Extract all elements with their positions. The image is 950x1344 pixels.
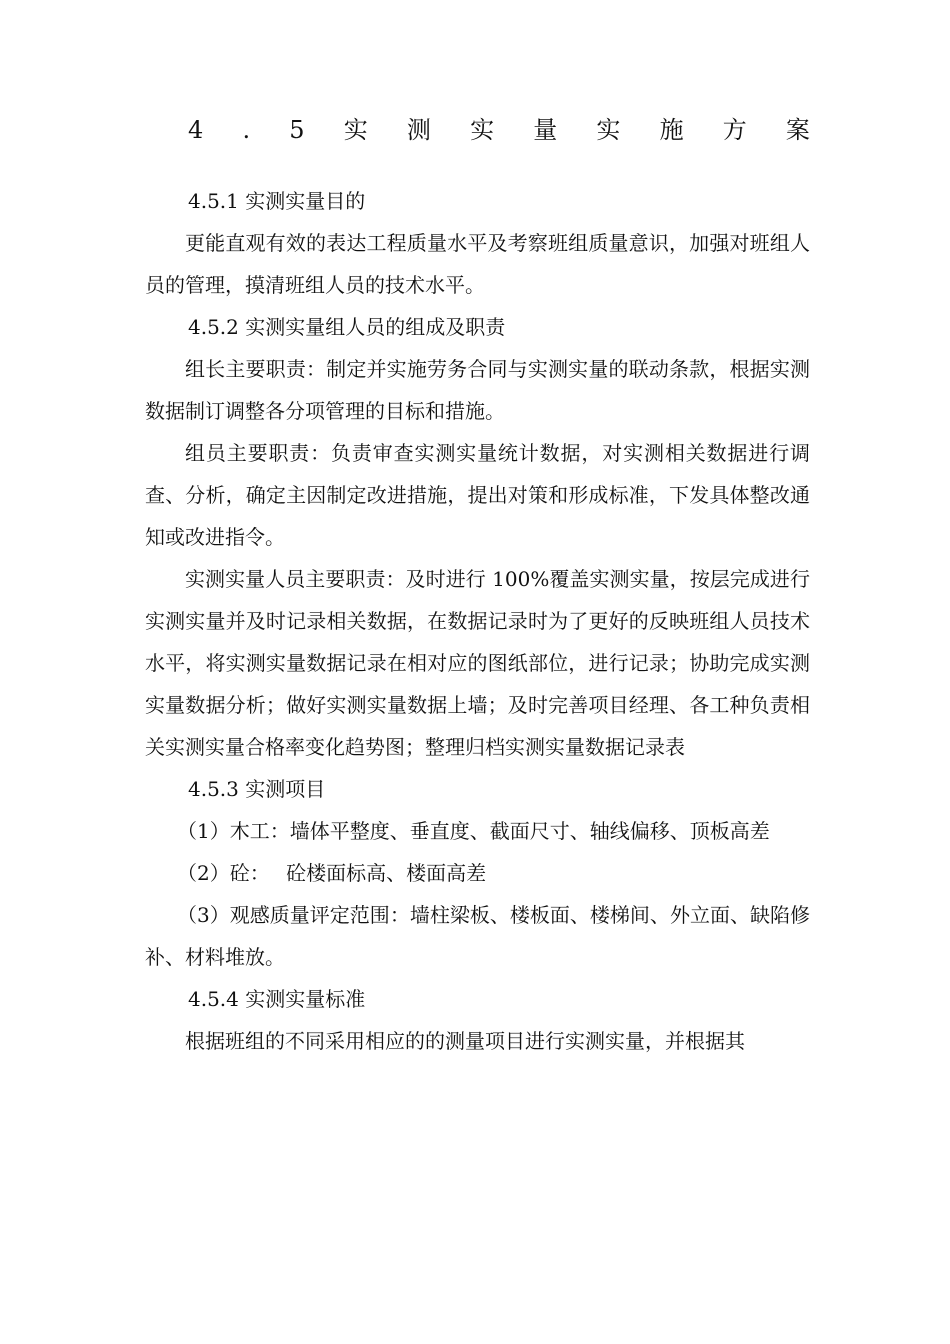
title-char: 实: [343, 116, 368, 144]
list-item: （1）木工：墙体平整度、垂直度、截面尺寸、轴线偏移、顶板高差: [177, 819, 770, 843]
title-char: 测: [406, 116, 431, 144]
section-title: [188, 112, 810, 148]
body-paragraph: 实测实量人员主要职责：及时进行 100%覆盖实测实量，按层完成进行实测实量并及时记录相关数据，在数据记录时为了更好的反映班组人员技术水平，将实测实量数据记录在相对应的图纸部位，进行记录；协助完成实测实量数据分析；做好实测实量数据上墙；及时完善项目经理、各工种负责相关实测实量合格率变化趋势图；整理归档实测实量数据记录表: [145, 567, 810, 759]
title-char: 量: [533, 116, 558, 144]
title-char: .: [242, 116, 251, 144]
title-char: 施: [659, 116, 684, 144]
subsection-heading: 4.5.2 实测实量组人员的组成及职责: [188, 315, 506, 339]
title-char: 方: [722, 116, 747, 144]
subsection-heading: 4.5.4 实测实量标准: [188, 987, 366, 1011]
subsection-heading: 4.5.3 实测项目: [188, 777, 326, 801]
body-paragraph: 组长主要职责：制定并实施劳务合同与实测实量的联动条款，根据实测数据制订调整各分项管理的目标和措施。: [145, 357, 810, 423]
document-body: [145, 180, 810, 1062]
subsection-heading: 4.5.1 实测实量目的: [188, 189, 366, 213]
title-char: 案: [785, 116, 810, 144]
list-item: （2）砼： 砼楼面标高、楼面高差: [177, 861, 487, 885]
title-char: 5: [289, 116, 305, 144]
title-char: 实: [470, 116, 495, 144]
title-char: 实: [596, 116, 621, 144]
body-paragraph: 根据班组的不同采用相应的的测量项目进行实测实量，并根据其: [185, 1029, 745, 1053]
list-item: （3）观感质量评定范围：墙柱梁板、楼板面、楼梯间、外立面、缺陷修补、材料堆放。: [145, 903, 810, 969]
body-paragraph: 更能直观有效的表达工程质量水平及考察班组质量意识，加强对班组人员的管理，摸清班组人员的技术水平。: [145, 231, 810, 297]
title-char: 4: [188, 116, 204, 144]
body-paragraph: 组员主要职责：负责审查实测实量统计数据，对实测相关数据进行调查、分析，确定主因制定改进措施，提出对策和形成标准，下发具体整改通知或改进指令。: [145, 441, 810, 549]
